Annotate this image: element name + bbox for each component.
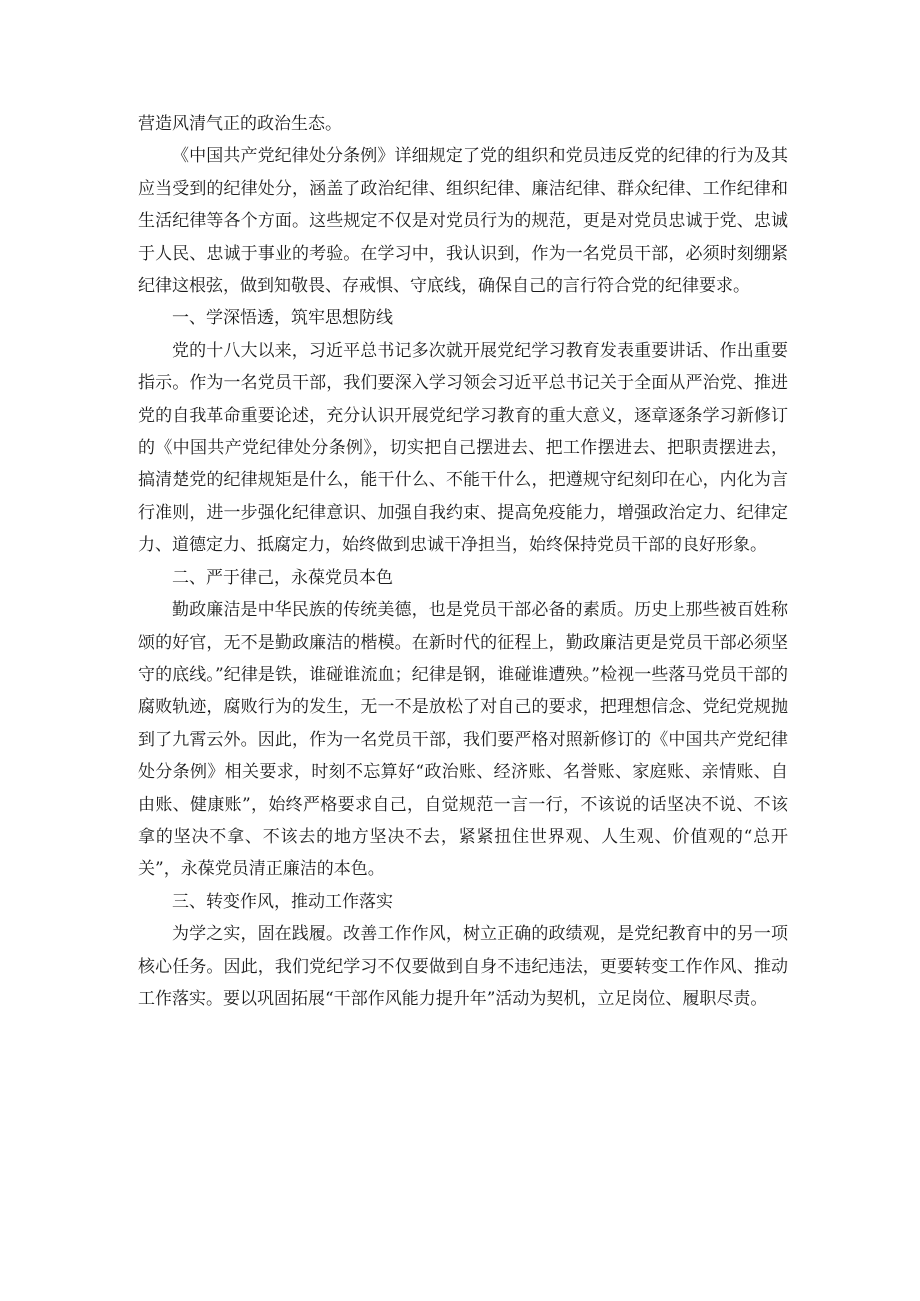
paragraph-continuation: 营造风清气正的政治生态。 xyxy=(138,114,342,134)
section-heading-2: 二、严于律己，永葆党员本色 xyxy=(172,567,393,588)
paragraph-regulations-intro: 《中国共产党纪律处分条例》详细规定了党的组织和党员违反党的纪律的行为及其应当受到的纪律处分，涵盖了政治纪律、组织纪律、廉洁纪律、群众纪律、工作纪律和生活纪律等各个方面。这些规定不仅是对党员行为的规范，更是对党员忠诚于党、忠诚于人民、忠诚于事业的考验。在学习中，我认识到，作为一名党员干部，必须时刻绷紧纪律这根弦，做到知敬畏、存戒惧、守底线，确保自己的言行符合党的纪律要求。 xyxy=(138,146,788,297)
paragraph-section-1: 党的十八大以来，习近平总书记多次就开展党纪学习教育发表重要讲话、作出重要指示。作为一名党员干部，我们要深入学习领会习近平总书记关于全面从严治党、推进党的自我革命重要论述，充分认识开展党纪学习教育的重大意义，逐章逐条学习新修订的《中国共产党纪律处分条例》，切实把自己摆进去、把工作摆进去、把职责摆进去，搞清楚党的纪律规矩是什么，能干什么、不能干什么，把遵规守纪刻印在心，内化为言行准则，进一步强化纪律意识、加强自我约束、提高免疫能力，增强政治定力、纪律定力、道德定力、抵腐定力，始终做到忠诚干净担当，始终保持党员干部的良好形象。 xyxy=(138,340,788,556)
section-heading-1: 一、学深悟透，筑牢思想防线 xyxy=(172,308,393,329)
paragraph-section-2: 勤政廉洁是中华民族的传统美德，也是党员干部必备的素质。历史上那些被百姓称颂的好官，无不是勤政廉洁的楷模。在新时代的征程上，勤政廉洁更是党员干部必须坚守的底线。”纪律是铁，谁碰谁流血；纪律是钢，谁碰谁遭殃。”检视一些落马党员干部的腐败轨迹，腐败行为的发生，无一不是放松了对自己的要求，把理想信念、党纪党规抛到了九霄云外。因此，作为一名党员干部，我们要严格对照新修订的《中国共产党纪律处分条例》相关要求，时刻不忘算好“政治账、经济账、名誉账、家庭账、亲情账、自由账、健康账”，始终严格要求自己，自觉规范一言一行，不该说的话坚决不说、不该拿的坚决不拿、不该去的地方坚决不去，紧紧扭住世界观、人生观、价值观的“总开关”，永葆党员清正廉洁的本色。 xyxy=(138,600,788,880)
section-heading-3: 三、转变作风，推动工作落实 xyxy=(172,891,393,912)
document-body xyxy=(138,108,788,1015)
paragraph-section-3: 为学之实，固在践履。改善工作作风，树立正确的政绩观，是党纪教育中的另一项核心任务。因此，我们党纪学习不仅要做到自身不违纪违法，更要转变工作作风、推动工作落实。要以巩固拓展“干部作风能力提升年”活动为契机，立足岗位、履职尽责。 xyxy=(138,924,788,1009)
